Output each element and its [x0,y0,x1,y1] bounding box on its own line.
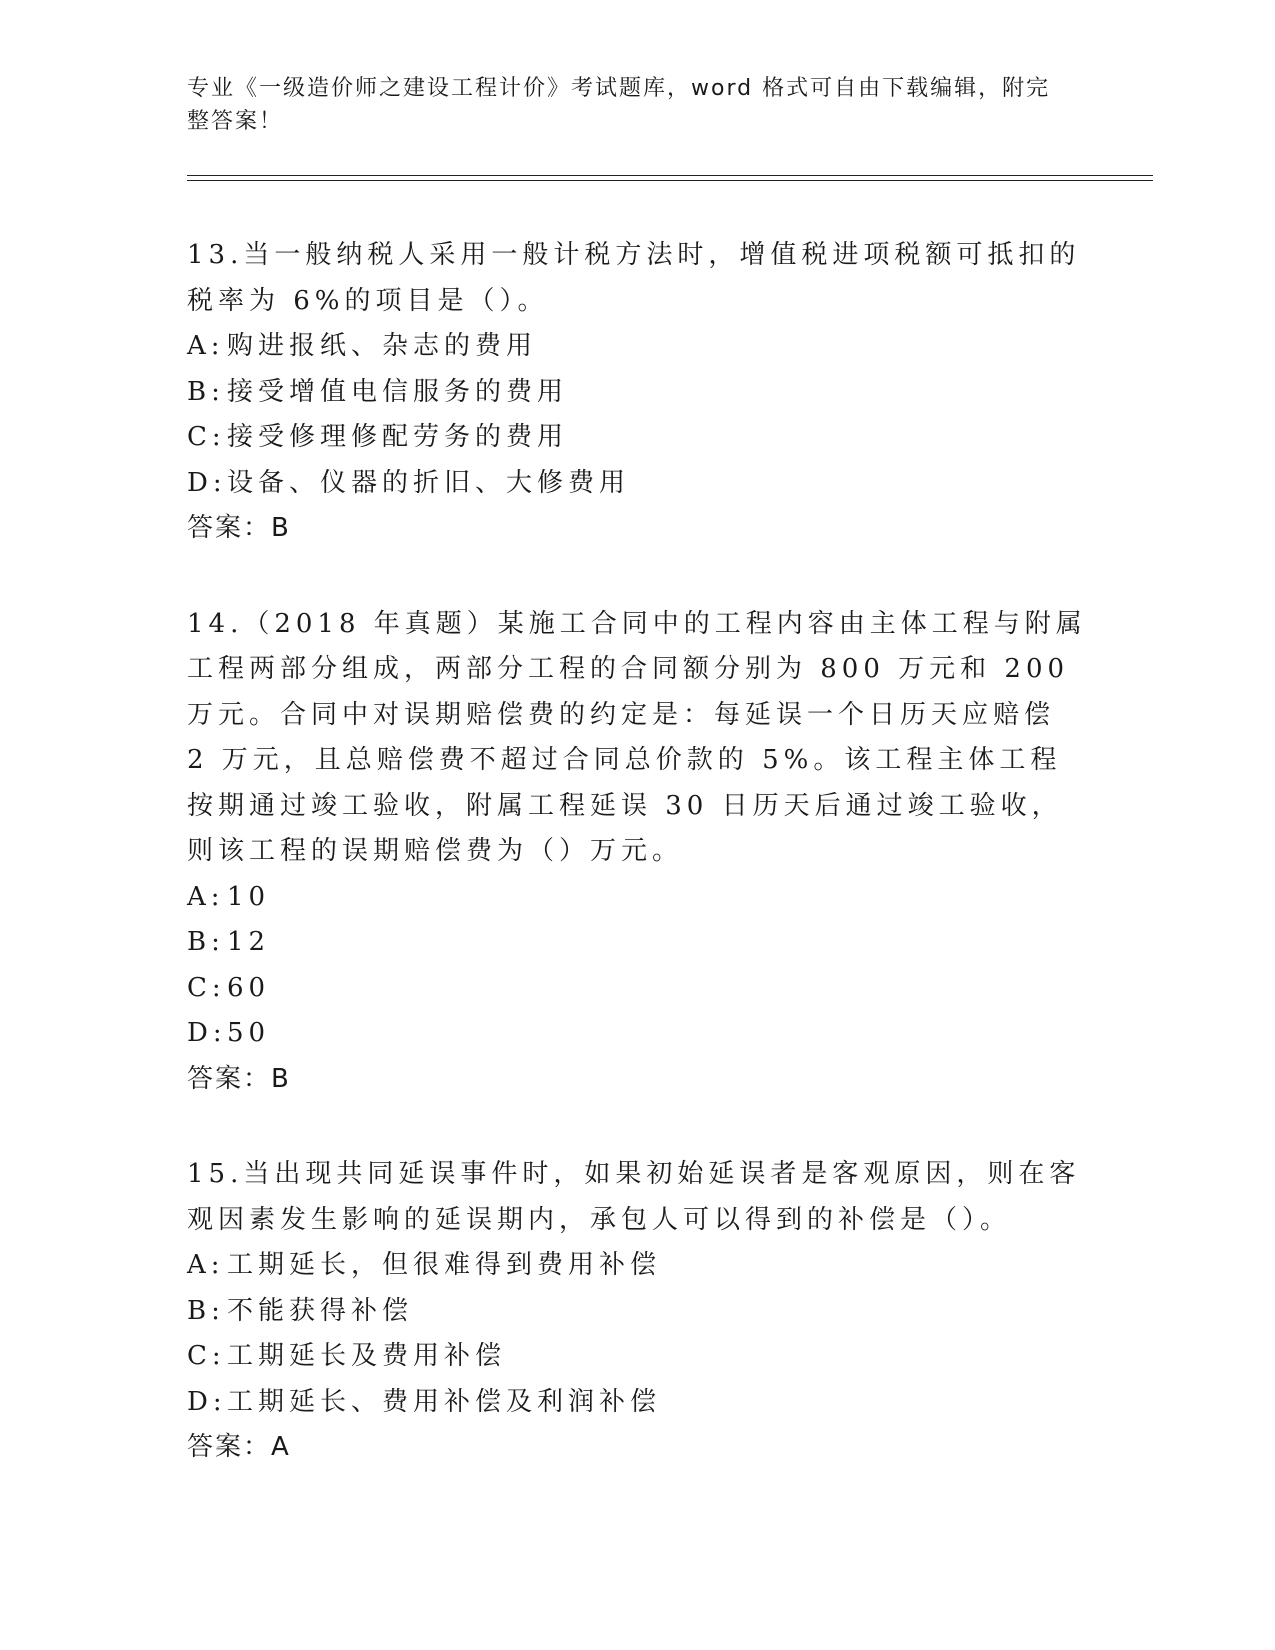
option-text: 工期延长及费用补偿 [227,1341,507,1371]
option-letter: C: [187,972,226,1003]
option-d [187,1380,1087,1426]
option-text: 接受增值电信服务的费用 [227,376,569,407]
question-text: 14.（2018 年真题）某施工合同中的工程内容由主体工程与附属工程两部分组成，两部分工程的合同额分别为 800 万元和 200 万元。合同中对误期赔偿费的约定是：每延误一个日历天应赔偿 2 万元，且总赔偿费不超过合同总价款的 5%。该工程主体工程按期通过竣工验收，附属工程延误 30 日历天后通过竣工验收，则该工程的误期赔偿费为（）万元。 [187,608,1087,866]
question-13 [187,233,1087,552]
option-d [187,461,1087,507]
option-c [187,966,1087,1012]
option-b [187,1289,1087,1335]
option-letter: C: [187,1341,226,1371]
option-text: 50 [227,1018,271,1048]
option-a [187,1243,1087,1289]
question-14 [187,602,1087,1103]
answer-label: 答案：B [187,513,291,543]
question-15 [187,1152,1087,1471]
option-letter: C: [187,422,226,452]
option-text: 设备、仪器的折旧、大修费用 [227,467,631,498]
option-letter: D: [187,1386,227,1417]
option-letter: A: [187,881,225,912]
answer-label: 答案：B [187,1063,291,1094]
option-letter: B: [187,376,225,407]
header-divider-top [187,175,1153,176]
option-c [187,415,1087,461]
option-text: 60 [227,972,271,1003]
option-a [187,324,1087,370]
option-letter: D: [187,1018,227,1048]
option-letter: A: [187,331,225,361]
option-text: 工期延长，但很难得到费用补偿 [227,1250,662,1280]
option-list [187,1243,1087,1425]
option-b [187,920,1087,966]
option-text: 工期延长、费用补偿及利润补偿 [227,1386,662,1417]
option-d [187,1011,1087,1057]
option-c [187,1334,1087,1380]
option-text: 接受修理修配劳务的费用 [227,422,569,452]
option-text: 12 [227,927,271,957]
question-text: 15.当出现共同延误事件时，如果初始延误者是客观原因，则在客观因素发生影响的延误期内，承包人可以得到的补偿是（）。 [187,1159,1081,1235]
option-letter: B: [187,1295,225,1326]
header-divider-bottom [187,180,1153,181]
option-a [187,875,1087,921]
option-letter: A: [187,1250,225,1280]
question-list [187,233,1087,1521]
option-list [187,875,1087,1057]
answer-label: 答案：A [187,1432,291,1462]
option-letter: B: [187,927,225,957]
option-text: 购进报纸、杂志的费用 [227,331,538,361]
option-text: 不能获得补偿 [227,1295,414,1326]
option-letter: D: [187,467,227,498]
option-text: 10 [227,881,271,912]
document-header: 专业《一级造价师之建设工程计价》考试题库，word 格式可自由下载编辑，附完整答案！ [187,76,1051,134]
option-list [187,324,1087,506]
option-b [187,370,1087,416]
question-text: 13.当一般纳税人采用一般计税方法时，增值税进项税额可抵扣的税率为 6%的项目是（）。 [187,240,1081,316]
